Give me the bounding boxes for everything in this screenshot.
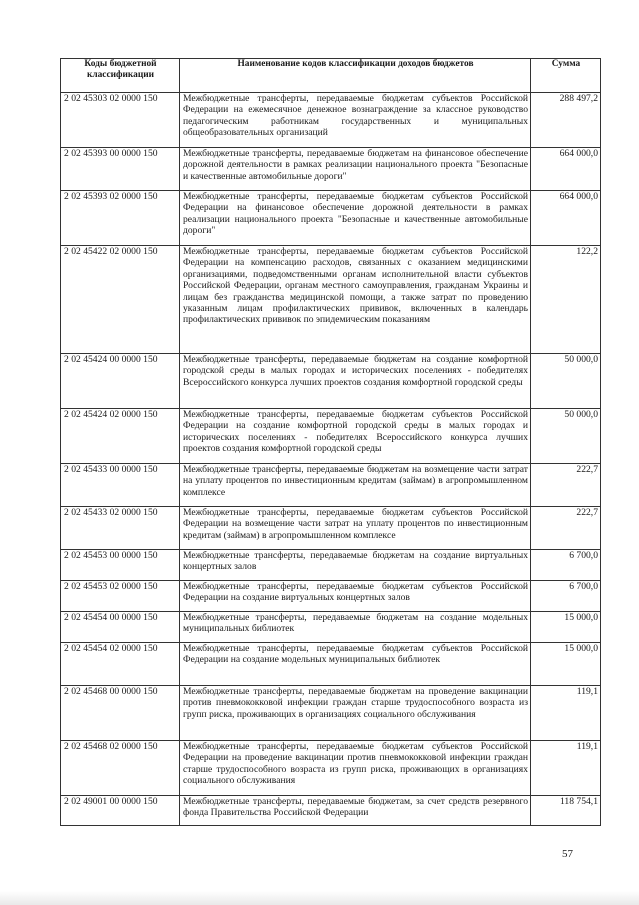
table-row: [61, 191, 601, 246]
row-name: Межбюджетные трансферты, передаваемые бюджетам на создание комфортной городской среды в малых городах и исторических поселениях - победителях Всероссийского конкурса лучших проектов создания комфортной городской среды: [180, 354, 531, 409]
row-code: 2 02 45454 02 0000 150: [61, 643, 180, 686]
row-sum: 6 700,0: [531, 581, 601, 612]
row-sum: 222,7: [531, 464, 601, 507]
row-sum: 664 000,0: [531, 191, 601, 246]
budget-codes-table: [60, 58, 601, 826]
table-row: [61, 643, 601, 686]
row-name: Межбюджетные трансферты, передаваемые бюджетам субъектов Российской Федерации на финансовое обеспечение дорожной деятельности в рамках реализации национального проекта "Безопасные и качественные автомобильные дороги": [180, 191, 531, 246]
header-code: Коды бюджетной классификации: [61, 59, 180, 93]
table-row: [61, 93, 601, 148]
row-sum: 6 700,0: [531, 550, 601, 581]
row-code: 2 02 45453 00 0000 150: [61, 550, 180, 581]
row-sum: 288 497,2: [531, 93, 601, 148]
row-code: 2 02 45393 02 0000 150: [61, 191, 180, 246]
table-row: [61, 686, 601, 741]
row-sum: 119,1: [531, 741, 601, 796]
row-code: 2 02 45453 02 0000 150: [61, 581, 180, 612]
page-bottom-shadow: [0, 891, 639, 905]
row-code: 2 02 45303 02 0000 150: [61, 93, 180, 148]
row-name: Межбюджетные трансферты, передаваемые бюджетам на проведение вакцинации против пневмококковой инфекции граждан старше трудоспособного возраста из групп риска, проживающих в организациях социального обслуживания: [180, 686, 531, 741]
row-sum: 119,1: [531, 686, 601, 741]
row-sum: 222,7: [531, 507, 601, 550]
table-row: [61, 796, 601, 826]
row-name: Межбюджетные трансферты, передаваемые бюджетам на финансовое обеспечение дорожной деятельности в рамках реализации национального проекта "Безопасные и качественные автомобильные дороги": [180, 148, 531, 191]
row-sum: 50 000,0: [531, 409, 601, 464]
row-sum: 664 000,0: [531, 148, 601, 191]
row-code: 2 02 45454 00 0000 150: [61, 612, 180, 643]
row-sum: 122,2: [531, 246, 601, 354]
row-sum: 15 000,0: [531, 643, 601, 686]
row-name: Межбюджетные трансферты, передаваемые бюджетам на создание модельных муниципальных библиотек: [180, 612, 531, 643]
table-row: [61, 246, 601, 354]
table-row: [61, 741, 601, 796]
row-code: 2 02 45424 00 0000 150: [61, 354, 180, 409]
row-code: 2 02 45468 00 0000 150: [61, 686, 180, 741]
row-code: 2 02 45422 02 0000 150: [61, 246, 180, 354]
table-row: [61, 354, 601, 409]
table-row: [61, 409, 601, 464]
row-code: 2 02 45393 00 0000 150: [61, 148, 180, 191]
row-name: Межбюджетные трансферты, передаваемые бюджетам субъектов Российской Федерации на ежемесячное денежное вознаграждение за классное руководство педагогическим работникам государственных и муниципальных общеобразовательных организаций: [180, 93, 531, 148]
row-name: Межбюджетные трансферты, передаваемые бюджетам субъектов Российской Федерации на проведение вакцинации против пневмококковой инфекции граждан старше трудоспособного возраста из групп риска, проживающих в организациях социального обслуживания: [180, 741, 531, 796]
row-sum: 15 000,0: [531, 612, 601, 643]
row-name: Межбюджетные трансферты, передаваемые бюджетам на возмещение части затрат на уплату процентов по инвестиционным кредитам (займам) в агропромышленном комплексе: [180, 464, 531, 507]
row-code: 2 02 45433 02 0000 150: [61, 507, 180, 550]
table-row: [61, 612, 601, 643]
header-sum: Сумма: [531, 59, 601, 93]
row-name: Межбюджетные трансферты, передаваемые бюджетам на создание виртуальных концертных залов: [180, 550, 531, 581]
row-name: Межбюджетные трансферты, передаваемые бюджетам субъектов Российской Федерации на создание модельных муниципальных библиотек: [180, 643, 531, 686]
table-header-row: [61, 59, 601, 93]
row-code: 2 02 45433 00 0000 150: [61, 464, 180, 507]
row-name: Межбюджетные трансферты, передаваемые бюджетам, за счет средств резервного фонда Правительства Российской Федерации: [180, 796, 531, 826]
page-number: 57: [562, 848, 573, 860]
row-sum: 118 754,1: [531, 796, 601, 826]
row-sum: 50 000,0: [531, 354, 601, 409]
table-row: [61, 581, 601, 612]
table-row: [61, 148, 601, 191]
row-code: 2 02 45468 02 0000 150: [61, 741, 180, 796]
header-name: Наименование кодов классификации доходов бюджетов: [180, 59, 531, 93]
table-row: [61, 464, 601, 507]
row-name: Межбюджетные трансферты, передаваемые бюджетам субъектов Российской Федерации на создание комфортной городской среды в малых городах и исторических поселениях - победителях Всероссийского конкурса лучших проектов создания комфортной городской среды: [180, 409, 531, 464]
row-name: Межбюджетные трансферты, передаваемые бюджетам субъектов Российской Федерации на компенсацию расходов, связанных с оказанием медицинскими организациями, подведомственными органам исполнительной власти субъектов Российской Федерации, органам местного самоуправления, гражданам Украины и лицам без гражданства медицинской помощи, а также затрат по проведению указанным лицам профилактических прививок, включенных в календарь профилактических прививок по эпидемическим показаниям: [180, 246, 531, 354]
row-name: Межбюджетные трансферты, передаваемые бюджетам субъектов Российской Федерации на создание виртуальных концертных залов: [180, 581, 531, 612]
row-code: 2 02 49001 00 0000 150: [61, 796, 180, 826]
row-name: Межбюджетные трансферты, передаваемые бюджетам субъектов Российской Федерации на возмещение части затрат на уплату процентов по инвестиционным кредитам (займам) в агропромышленном комплексе: [180, 507, 531, 550]
table-row: [61, 550, 601, 581]
table-row: [61, 507, 601, 550]
row-code: 2 02 45424 02 0000 150: [61, 409, 180, 464]
